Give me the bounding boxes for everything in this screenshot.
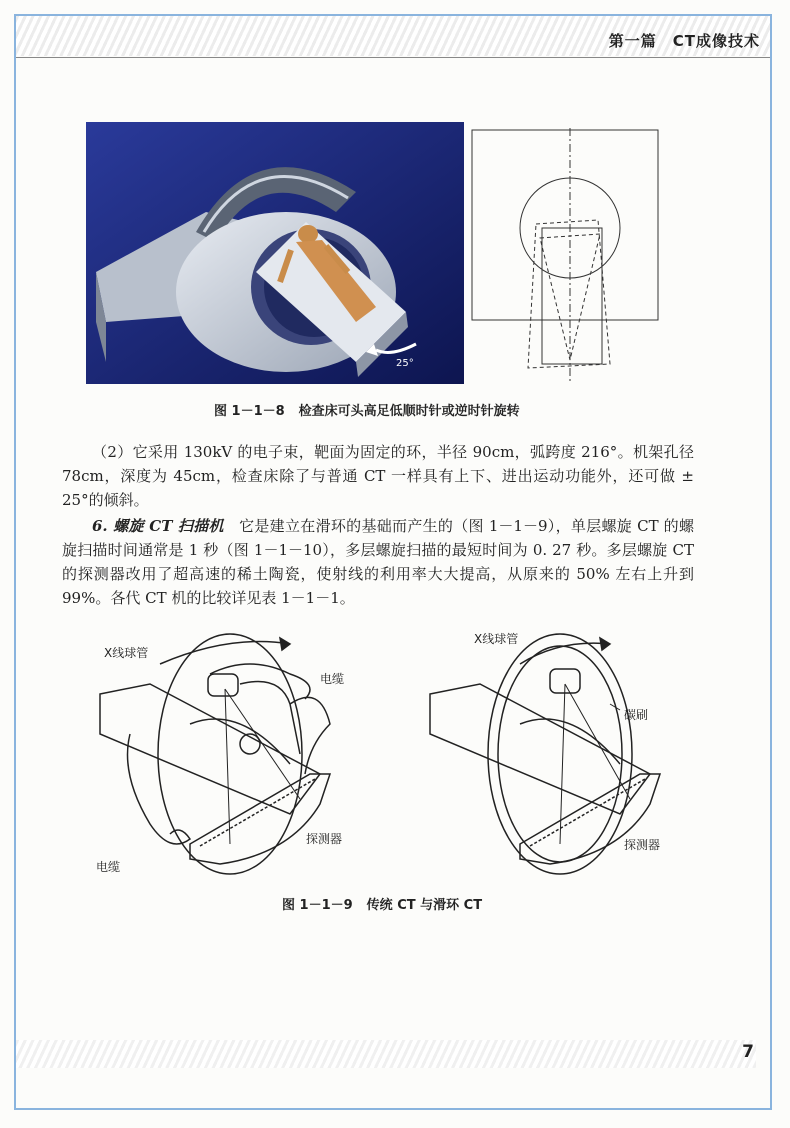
- left-detector-label: 探测器: [306, 832, 343, 846]
- running-header-title: 第一篇 CT成像技术: [608, 32, 760, 50]
- ct-scanner-photo: [86, 122, 464, 384]
- section-heading-spiral-ct: 6. 螺旋 CT 扫描机: [92, 517, 224, 535]
- right-detector-label: 探测器: [624, 838, 661, 852]
- right-brush-label: 碳刷: [624, 708, 649, 722]
- left-cable-bottom-label: 电缆: [96, 860, 121, 874]
- caption-number: 图 1－1－9: [282, 898, 353, 913]
- left-cable-top-label: 电缆: [320, 672, 345, 686]
- paragraph-spiral-ct: [62, 514, 694, 610]
- ct-comparison-diagram: [90, 624, 690, 884]
- figure-caption-1-1-9: [282, 894, 482, 913]
- footer-band: [16, 1040, 756, 1068]
- caption-text: 检查床可头高足低顺时针或逆时针旋转: [298, 404, 520, 419]
- caption-number: 图 1－1－8: [214, 404, 285, 419]
- page-number: 7: [742, 1042, 754, 1062]
- figure-caption-1-1-8: [214, 400, 520, 419]
- paragraph-electron-beam: （2）它采用 130kV 的电子束，靶面为固定的环，半径 90cm，弧跨度 216°。机架孔径 78cm，深度为 45cm，检查床除了与普通 CT 一样具有上下、进出运动功能外，还可做 ± 25°的倾斜。: [62, 443, 694, 509]
- right-tube-label: X线球管: [474, 632, 519, 646]
- tilt-angle-label: 25°: [396, 358, 414, 369]
- left-tube-label: X线球管: [104, 646, 149, 660]
- tilt-schematic-diagram: [470, 128, 660, 382]
- paragraph-spiral-ct-body: 它是建立在滑环的基础而产生的（图 1－1－9），单层螺旋 CT 的螺旋扫描时间通常是 1 秒（图 1－1－10），多层螺旋扫描的最短时间为 0. 27 秒。多层螺旋 CT 的探测器改用了超高速的稀土陶瓷，使射线的利用率大大提高，从原来的 50% 左右上升到 99%。各代 CT 机的比较详见表 1－1－1。: [62, 517, 694, 607]
- header-divider: [16, 57, 770, 58]
- caption-text: 传统 CT 与滑环 CT: [366, 898, 483, 913]
